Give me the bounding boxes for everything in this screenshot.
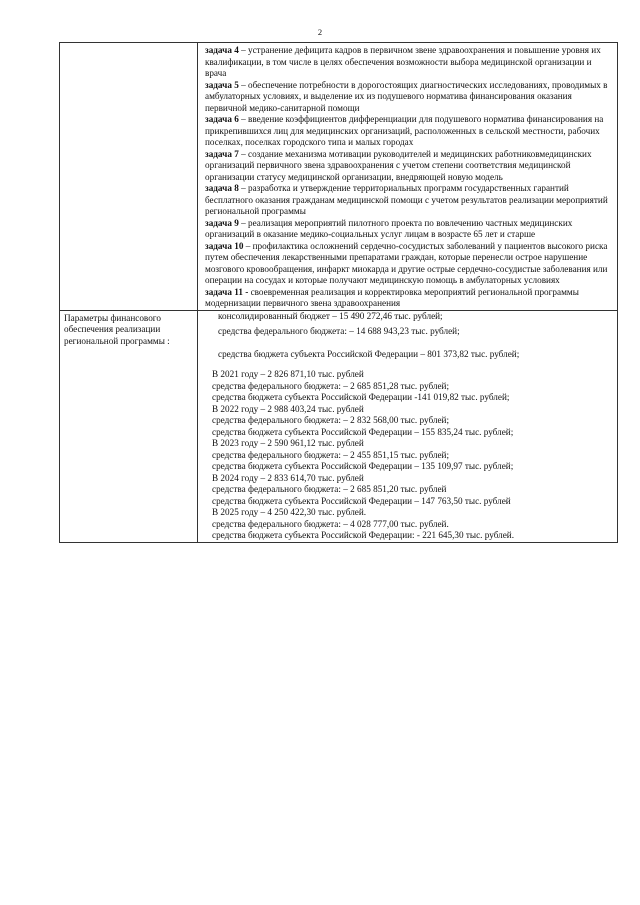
year-2023-federal: средства федерального бюджета: – 2 455 851,15 тыс. рублей; xyxy=(212,449,450,460)
year-2025-federal: средства федерального бюджета: – 4 028 777,00 тыс. рублей. xyxy=(212,518,449,529)
task-item xyxy=(205,149,613,184)
task-text: – обеспечение потребности в дорогостоящих диагностических исследованиях, проводимых в амбулаторных условиях, и выделение их из подушевого норматива финансирования оказания первичной медико-санитарной помощи xyxy=(205,79,608,113)
task-item xyxy=(205,287,613,310)
year-2025-regional: средства бюджета субъекта Российской Федерации: - 221 645,30 тыс. рублей. xyxy=(212,530,515,540)
task-text: – реализация мероприятий пилотного проекта по вовлечению частных медицинских организаций в оказание медико-социальных услуг лицам в возрасте 65 лет и старше xyxy=(205,217,573,239)
task-item xyxy=(205,218,613,241)
federal-total: средства федерального бюджета: – 14 688 943,23 тыс. рублей; xyxy=(218,326,460,336)
consolidated-budget: консолидированный бюджет – 15 490 272,46 тыс. рублей; xyxy=(218,310,443,321)
year-2021-regional: средства бюджета субъекта Российской Федерации -141 019,82 тыс. рублей; xyxy=(212,392,510,402)
year-2023-regional: средства бюджета субъекта Российской Федерации – 135 109,97 тыс. рублей; xyxy=(212,461,514,471)
finance-row xyxy=(60,310,618,542)
task-label: задача 5 xyxy=(205,79,239,90)
year-2025-total: В 2025 году – 4 250 422,30 тыс. рублей. xyxy=(212,507,367,517)
task-text: – профилактика осложнений сердечно-сосудистых заболеваний у пациентов высокого риска путем обеспечения лекарственными препаратами граждан, которые перенесли острое нарушение мозгового кровообращения, инфаркт миокарда и другие острые сердечно-сосудистые заболевания или операции на сосудах и которые получают медицинскую помощь в амбулаторных условиях xyxy=(205,240,608,285)
task-item xyxy=(205,80,613,115)
task-label: задача 8 xyxy=(205,183,239,193)
task-item xyxy=(205,241,613,287)
finance-details xyxy=(198,311,617,542)
year-2022-federal: средства федерального бюджета: – 2 832 568,00 тыс. рублей; xyxy=(212,415,450,425)
task-text: – устранение дефицита кадров в первичном звене здравоохранения и повышение уровня их квалификации, в том числе в целях обеспечения возможности выбора медицинской организации и врача xyxy=(205,45,601,78)
task-item xyxy=(205,114,613,149)
tasks-label-cell xyxy=(60,43,198,311)
finance-cell xyxy=(198,310,618,542)
task-text: – создание механизма мотивации руководителей и медицинских работниковмедицинских организаций первичного звена здравоохранения с учетом степени соответствия медицинской организации статусу медицинской организации, внедряющей новую модель xyxy=(205,148,592,182)
task-label: задача 6 xyxy=(205,114,239,124)
year-2021-total: В 2021 году – 2 826 871,10 тыс. рублей xyxy=(212,369,364,379)
tasks-cell xyxy=(198,43,618,311)
year-2024-regional: средства бюджета субъекта Российской Федерации – 147 763,50 тыс. рублей xyxy=(212,495,511,506)
tasks-list xyxy=(198,43,617,310)
program-table xyxy=(59,42,618,543)
year-2021-federal: средства федерального бюджета: – 2 685 851,28 тыс. рублей; xyxy=(212,380,450,391)
year-2022-regional: средства бюджета субъекта Российской Федерации – 155 835,24 тыс. рублей; xyxy=(212,426,514,437)
task-label: задача 10 xyxy=(205,240,244,251)
finance-label-cell xyxy=(60,310,198,542)
task-text: своевременная реализация и корректировка мероприятий региональной программы модернизации первичного звена здравоохранения xyxy=(205,286,579,308)
task-label: задача 4 xyxy=(205,45,239,55)
task-label: задача 7 xyxy=(205,148,239,159)
year-2024-total: В 2024 году – 2 833 614,70 тыс. рублей xyxy=(212,472,364,483)
task-text: – введение коэффициентов дифференциации для подушевого норматива финансирования на прикрепившихся лиц для медицинских организаций, расположенных в сельской местности, рабочих поселках, поселках городского типа и малых городах xyxy=(205,114,604,147)
task-item xyxy=(205,183,613,218)
tasks-row xyxy=(60,43,618,311)
year-2022-total: В 2022 году – 2 988 403,24 тыс. рублей xyxy=(212,403,364,414)
page-number: 2 xyxy=(317,27,323,37)
finance-label: Параметры финансового обеспечения реализации региональной программы : xyxy=(64,312,170,346)
task-text: – разработка и утверждение территориальных программ государственных гарантий бесплатного оказания гражданам медицинской помощи с учетом результатов реализации мероприятий региональной программы xyxy=(205,183,608,216)
task-label: задача 9 xyxy=(205,217,239,228)
year-2023-total: В 2023 году – 2 590 961,12 тыс. рублей xyxy=(212,438,364,448)
task-item xyxy=(205,45,613,80)
year-2024-federal: средства федерального бюджета: – 2 685 851,20 тыс. рублей xyxy=(212,484,447,494)
regional-total: средства бюджета субъекта Российской Федерации – 801 373,82 тыс. рублей; xyxy=(218,348,520,359)
task-label: задача 11 - xyxy=(205,286,249,297)
